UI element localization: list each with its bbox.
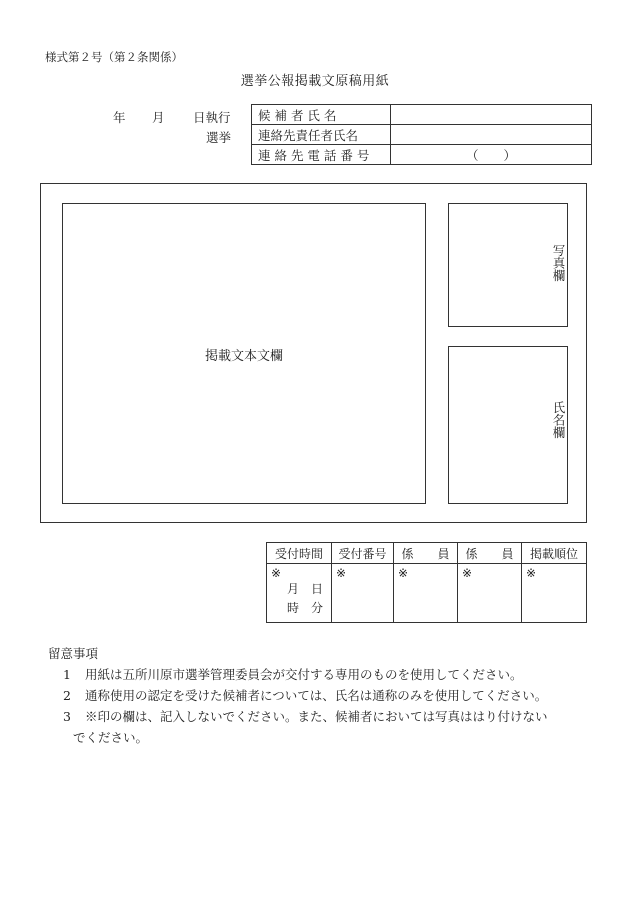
document-title: 選挙公報掲載文原稿用紙 [240,74,390,89]
table-row [267,564,587,623]
office-use-mark: ※ [462,566,473,580]
contact-phone-label: 連 絡 先 電 話 番 号 [252,145,391,165]
photo-label: 写真欄 [551,244,566,282]
candidate-name-label: 候 補 者 氏 名 [252,105,391,125]
office-use-mark: ※ [526,566,537,580]
office-use-mark: ※ [336,566,347,580]
note-continuation: でください。 [73,730,149,745]
note-item [48,706,608,727]
reception-number-header: 受付番号 [332,543,394,564]
staff-cell-2 [458,564,522,623]
notes-section [48,643,608,748]
reception-number-cell [332,564,394,623]
reception-time-cell [267,564,332,623]
name-area[interactable] [448,346,568,504]
month-day-label: 月 日 [286,582,323,596]
date-year-label: 年 [113,110,126,125]
table-row [252,105,592,125]
photo-area[interactable] [448,203,568,327]
office-use-mark: ※ [398,566,409,580]
reception-time-header: 受付時間 [267,543,332,564]
publication-order-header: 掲載順位 [522,543,587,564]
date-day-label: 日執行 [193,110,231,125]
election-label: 選挙 [206,130,232,145]
note-text: 通称使用の認定を受けた候補者については、氏名は通称のみを使用してください。 [85,688,548,703]
office-use-mark: ※ [271,566,282,580]
note-text: ※印の欄は、記入しないでください。また、候補者においては写真ははり付けない [85,709,548,724]
note-item [48,685,608,706]
staff-header-1: 係 員 [394,543,458,564]
table-header-row [267,543,587,564]
note-number: 3 [63,709,71,724]
note-item [48,664,608,685]
date-month-label: 月 [152,110,165,125]
candidate-name-field[interactable] [391,105,592,125]
hour-minute-label: 時 分 [286,601,323,615]
office-use-table [266,542,587,623]
note-number: 2 [63,688,71,703]
candidate-info-table [251,104,592,165]
note-number: 1 [63,667,71,682]
form-number-label: 様式第２号（第２条関係） [45,50,183,64]
staff-header-2: 係 員 [458,543,522,564]
table-row [252,145,592,165]
note-text: 用紙は五所川原市選挙管理委員会が交付する専用のものを使用してください。 [85,667,523,682]
main-text-area[interactable] [62,203,426,504]
table-row [252,125,592,145]
publication-order-cell [522,564,587,623]
contact-person-field[interactable] [391,125,592,145]
staff-cell-1 [394,564,458,623]
name-label: 氏名欄 [551,401,566,439]
notes-title: 留意事項 [48,646,99,661]
main-text-label: 掲載文本文欄 [204,349,283,364]
contact-person-label: 連絡先責任者氏名 [252,125,391,145]
contact-phone-field[interactable]: （ ） [391,145,592,165]
